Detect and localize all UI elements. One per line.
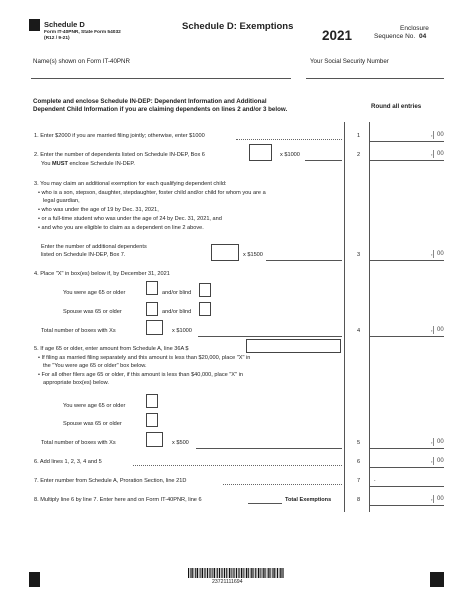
line-8-number: 8 — [357, 497, 361, 503]
line-1-number: 1 — [357, 133, 361, 139]
line-3-dependents-input[interactable] — [211, 244, 239, 261]
line-2-number: 2 — [357, 152, 361, 158]
line-5-bullet-2b: appropriate box(es) below. — [43, 380, 109, 386]
line-3-bullet-1-cont: legal guardian, — [43, 198, 80, 204]
line-4-spouse-blind-label: and/or blind — [162, 309, 192, 315]
line-5-cents: 00 — [437, 439, 444, 445]
line-5-total-label: Total number of boxes with Xs — [41, 440, 116, 446]
line-3-intro: 3. You may claim an additional exemption for each qualifying dependent child: — [34, 181, 227, 187]
line-6-text: 6. Add lines 1, 2, 3, 4 and 5 — [34, 459, 102, 465]
line-5-spouse-label: Spouse was 65 or older — [63, 421, 122, 427]
line-4-multiplier: x $1000 — [172, 328, 192, 334]
line-3-enter-1: Enter the number of additional dependents — [41, 244, 147, 250]
line-5-bullet-2a: • For all other filers age 65 or older, if this amount is less than $40,000, place "X" in — [38, 372, 243, 378]
registration-mark-bottom-left — [29, 572, 40, 587]
line-3-bullet-2: • who was under the age of 19 by Dec. 31, 2021, — [38, 207, 159, 213]
ssn-label: Your Social Security Number — [310, 58, 389, 65]
instructions-line-1: Complete and enclose Schedule IN-DEP: Dependent Information and Additional — [33, 98, 267, 105]
line-4-amount[interactable]: , 00 — [370, 326, 444, 337]
line-4-you-blind-checkbox[interactable] — [199, 283, 211, 297]
line-5-amount[interactable]: , 00 — [370, 438, 444, 449]
leader-dots — [133, 465, 342, 466]
amount-number-rule — [369, 122, 370, 512]
line-2-multiplier: x $1000 — [280, 152, 300, 158]
line-5-total-boxes-input[interactable] — [146, 432, 163, 447]
line-6-amount[interactable]: , 00 — [370, 457, 444, 468]
line-8-amount[interactable]: , 00 — [370, 495, 444, 506]
line-5-bullet-1b: the "You were age 65 or older" box below. — [43, 363, 147, 369]
line-4-product-field[interactable] — [198, 326, 342, 337]
page-title: Schedule D: Exemptions — [182, 21, 294, 32]
line-4-number: 4 — [357, 328, 361, 334]
line-4-spouse-blind-checkbox[interactable] — [199, 302, 211, 316]
line-5-you-label: You were age 65 or older — [63, 403, 126, 409]
line-8-text: 8. Multiply line 6 by line 7. Enter here and on Form IT-40PNR, line 6 — [34, 497, 202, 503]
registration-mark-top-left — [29, 19, 40, 31]
line-3-bullet-3: • or a full-time student who was under the age of 24 by Dec. 31, 2021, and — [38, 216, 222, 222]
leader-dots — [223, 484, 342, 485]
sequence-label: Sequence No. — [374, 33, 416, 40]
line-5-number: 5 — [357, 440, 361, 446]
line-7-amount[interactable]: . — [370, 476, 444, 487]
line-5-intro: 5. If age 65 or older, enter amount from Schedule A, line 36A $ — [34, 346, 189, 352]
line-4-you-65-checkbox[interactable] — [146, 281, 158, 295]
round-all-entries: Round all entries — [371, 103, 422, 110]
line-4-you-label: You were age 65 or older — [63, 290, 126, 296]
line-3-product-field[interactable] — [266, 250, 342, 261]
line-2-text: 2. Enter the number of dependents listed on Schedule IN-DEP, Box 6 — [34, 152, 205, 158]
line-8-blank — [248, 503, 282, 504]
line-4-total-label: Total number of boxes with Xs — [41, 328, 116, 334]
line-4-you-blind-label: and/or blind — [162, 290, 192, 296]
instructions-line-2: Dependent Child Information if you are claiming dependents on lines 2 and/or 3 below. — [33, 106, 288, 113]
line-3-bullet-4: • and who you are eligible to claim as a dependent on line 2 above. — [38, 225, 204, 231]
line-6-number: 6 — [357, 459, 361, 465]
line-4-spouse-label: Spouse was 65 or older — [63, 309, 122, 315]
line-4-spouse-65-checkbox[interactable] — [146, 302, 158, 316]
line-7-number: 7 — [357, 478, 361, 484]
line-5-bullet-1a: • If filing as married filing separately and this amount is less than $20,000, place "X" in — [38, 355, 251, 361]
line-5-schedule-a-amount[interactable] — [246, 339, 341, 353]
barcode-number: 23721111694 — [212, 579, 243, 585]
line-3-cents: 00 — [437, 251, 444, 257]
line-3-multiplier: x $1500 — [243, 252, 263, 258]
registration-mark-bottom-right — [430, 572, 444, 587]
line-2-note: You MUST enclose Schedule IN-DEP. — [41, 161, 135, 167]
name-label: Name(s) shown on Form IT-40PNR — [33, 58, 130, 65]
line-3-enter-2: listed on Schedule IN-DEP, Box 7. — [41, 252, 126, 258]
line-2-product-field[interactable] — [305, 150, 342, 161]
line-5-multiplier: x $500 — [172, 440, 189, 446]
line-1-text: 1. Enter $2000 if you are married filing jointly; otherwise, enter $1000 — [34, 133, 205, 139]
line-1-amount[interactable]: , 00 — [370, 131, 444, 142]
revision: (R12 / 9-21) — [44, 36, 70, 41]
leader-dots — [236, 139, 342, 140]
line-3-number: 3 — [357, 252, 361, 258]
tax-year: 2021 — [322, 28, 353, 43]
line-4-intro: 4. Place "X" in box(es) below if, by December 31, 2021 — [34, 271, 170, 277]
line-8-total-label: Total Exemptions — [285, 497, 332, 503]
line-4-cents: 00 — [437, 327, 444, 333]
line-2-amount[interactable]: , 00 — [370, 150, 444, 161]
sequence-number: 04 — [419, 33, 427, 40]
amount-column-rule — [344, 122, 345, 512]
name-field[interactable] — [31, 66, 291, 79]
line-2-dependents-input[interactable] — [249, 144, 272, 161]
line-8-cents: 00 — [437, 496, 444, 502]
ssn-field[interactable] — [306, 66, 444, 79]
barcode — [188, 568, 284, 578]
line-6-cents: 00 — [437, 458, 444, 464]
line-4-total-boxes-input[interactable] — [146, 320, 163, 335]
line-7-text: 7. Enter number from Schedule A, Proration Section, line 21D — [34, 478, 187, 484]
enclosure-label: Enclosure — [400, 25, 429, 32]
line-3-bullet-1: • who is a son, stepson, daughter, stepdaughter, foster child and/or child for whom you are a — [38, 190, 266, 196]
line-5-you-65-checkbox[interactable] — [146, 394, 158, 408]
line-1-cents: 00 — [437, 132, 444, 138]
line-3-amount[interactable]: , 00 — [370, 250, 444, 261]
line-5-product-field[interactable] — [196, 438, 342, 449]
line-5-spouse-65-checkbox[interactable] — [146, 413, 158, 427]
form-code: Schedule D — [44, 20, 85, 29]
form-number: Form IT-40PNR, State Form 54032 — [44, 30, 121, 35]
line-2-cents: 00 — [437, 151, 444, 157]
